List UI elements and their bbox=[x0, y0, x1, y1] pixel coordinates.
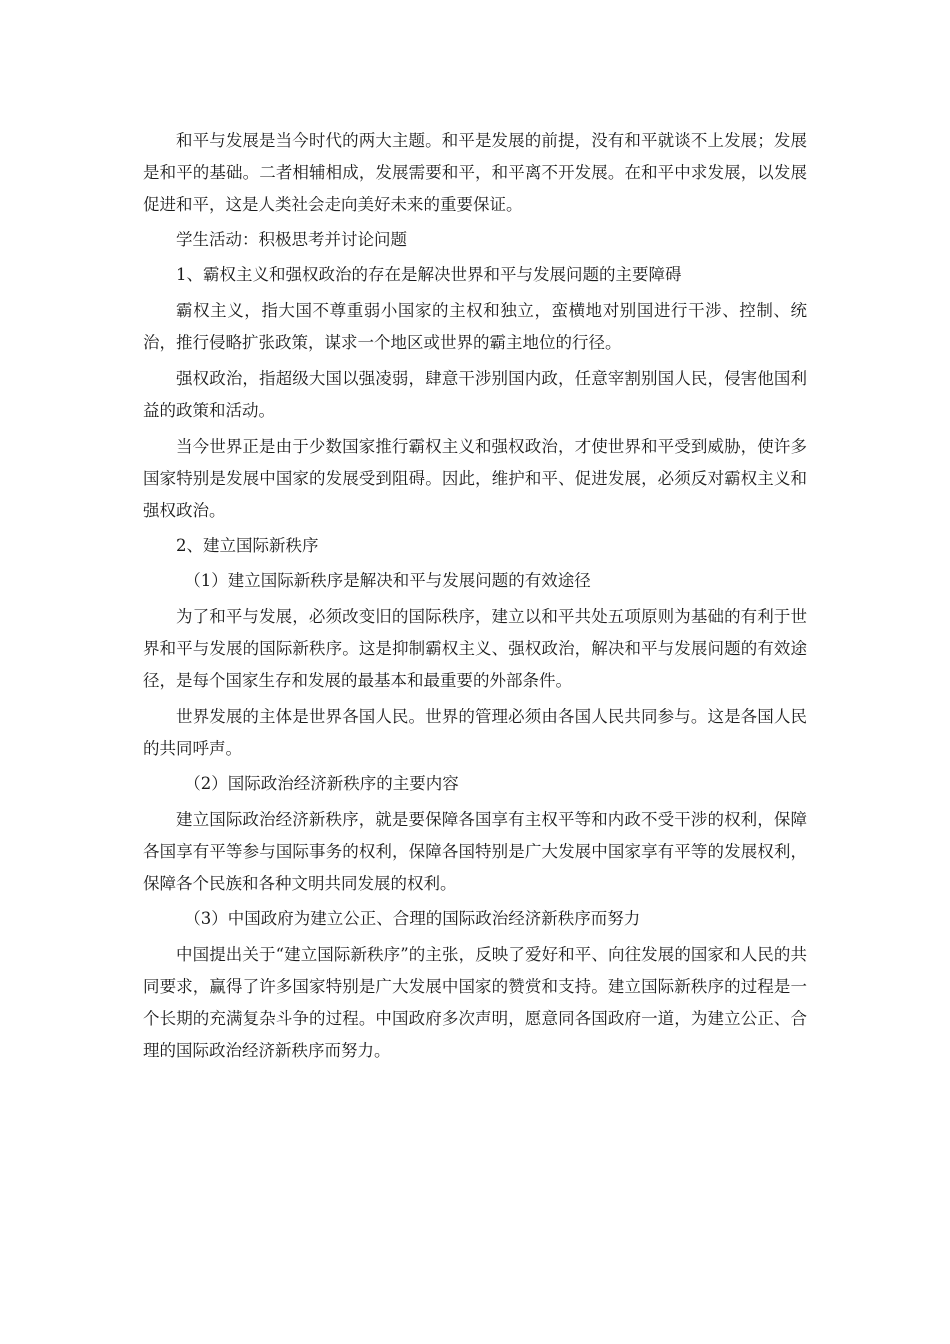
heading-new-order: 2、建立国际新秩序 bbox=[176, 536, 319, 555]
subheading-effective-way: （1）建立国际新秩序是解决和平与发展问题的有效途径 bbox=[184, 571, 591, 590]
paragraph-change-old-order: 为了和平与发展，必须改变旧的国际秩序，建立以和平共处五项原则为基础的有利于世界和平与发展的国际新秩序。这是抑制霸权主义、强权政治，解决和平与发展问题的有效途径，是每个国家生存和发展的最基本和最重要的外部条件。 bbox=[143, 607, 807, 690]
paragraph-world-people: 世界发展的主体是世界各国人民。世界的管理必须由各国人民共同参与。这是各国人民的共同呼声。 bbox=[143, 707, 807, 758]
paragraph-china-proposal: 中国提出关于“建立国际新秩序”的主张，反映了爱好和平、向往发展的国家和人民的共同要求，赢得了许多国家特别是广大发展中国家的赞赏和支持。建立国际新秩序的过程是一个长期的充满复杂斗争的过程。中国政府多次声明，愿意同各国政府一道，为建立公正、合理的国际政治经济新秩序而努力。 bbox=[143, 945, 807, 1060]
subheading-main-content: （2）国际政治经济新秩序的主要内容 bbox=[184, 774, 459, 793]
paragraph-student-activity: 学生活动：积极思考并讨论问题 bbox=[176, 230, 407, 249]
paragraph-order-content: 建立国际政治经济新秩序，就是要保障各国享有主权平等和内政不受干涉的权利，保障各国享有平等参与国际事务的权利，保障各国特别是广大发展中国家享有平等的发展权利，保障各个民族和各种文明共同发展的权利。 bbox=[143, 810, 807, 893]
paragraph-power-politics-definition: 强权政治，指超级大国以强凌弱，肆意干涉别国内政，任意宰割别国人民，侵害他国利益的政策和活动。 bbox=[143, 369, 807, 420]
subheading-china-efforts: （3）中国政府为建立公正、合理的国际政治经济新秩序而努力 bbox=[184, 909, 641, 928]
paragraph-peace-development: 和平与发展是当今时代的两大主题。和平是发展的前提，没有和平就谈不上发展；发展是和平的基础。二者相辅相成，发展需要和平，和平离不开发展。在和平中求发展，以发展促进和平，这是人类社会走向美好未来的重要保证。 bbox=[143, 131, 807, 214]
heading-hegemonism-obstacle: 1、霸权主义和强权政治的存在是解决世界和平与发展问题的主要障碍 bbox=[176, 265, 682, 284]
document-page bbox=[143, 121, 807, 1067]
paragraph-current-world: 当今世界正是由于少数国家推行霸权主义和强权政治，才使世界和平受到威胁，使许多国家特别是发展中国家的发展受到阻碍。因此，维护和平、促进发展，必须反对霸权主义和强权政治。 bbox=[143, 437, 807, 520]
paragraph-hegemonism-definition: 霸权主义，指大国不尊重弱小国家的主权和独立，蛮横地对别国进行干涉、控制、统治，推行侵略扩张政策，谋求一个地区或世界的霸主地位的行径。 bbox=[143, 301, 807, 352]
